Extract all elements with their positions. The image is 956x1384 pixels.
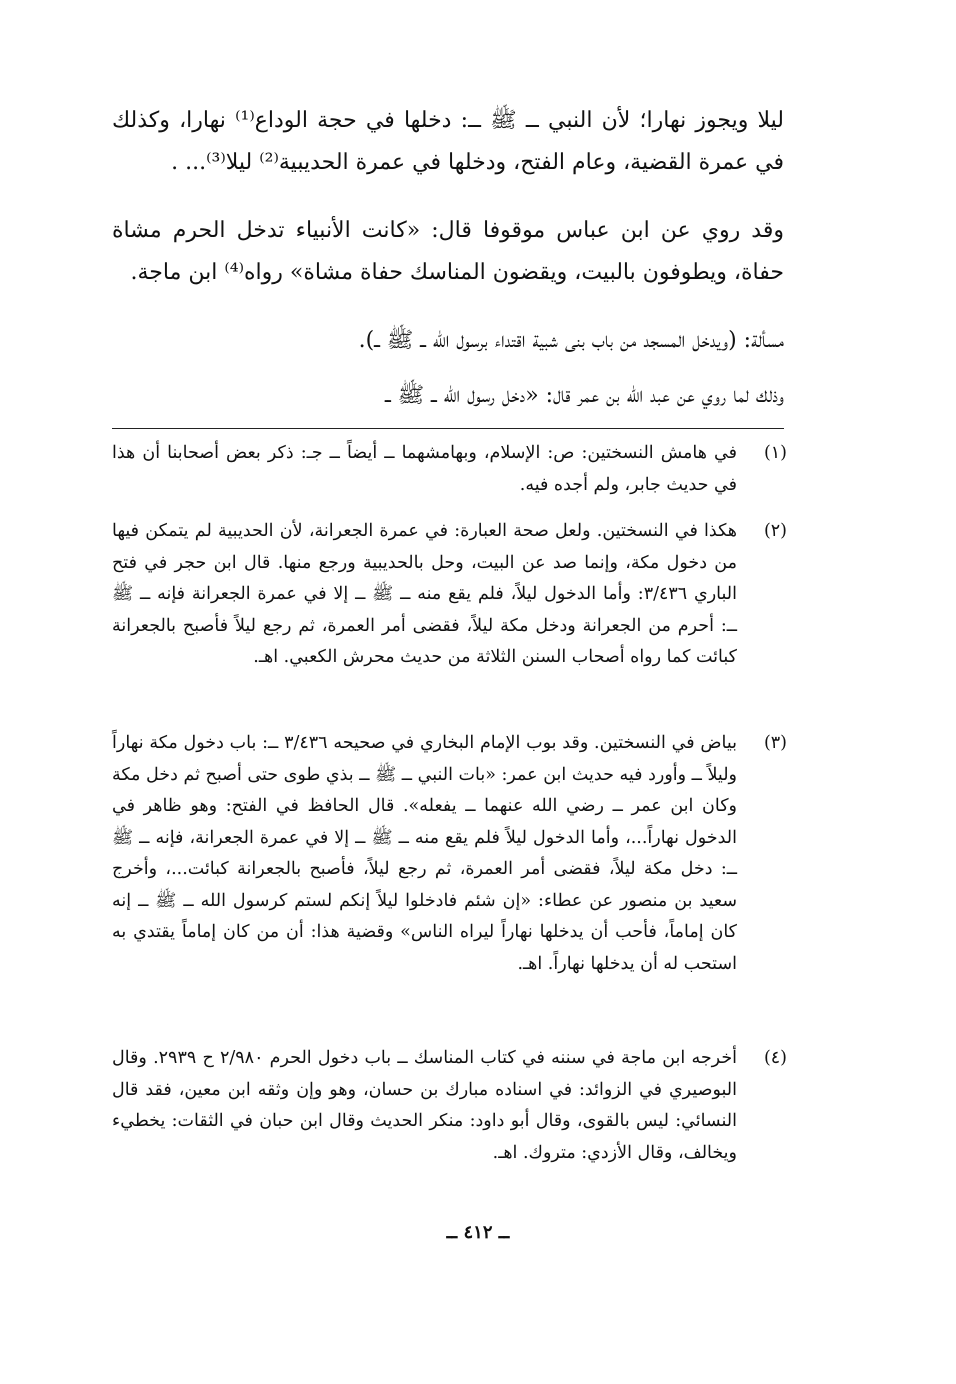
footnote-text: في هامش النسختين: ص: الإسلام، وبهامشهما ــ أيضاً ــ جـ: ذكر بعض أصحابنا أن هذا في حديث جابر، ولم أجده فيه. bbox=[112, 443, 737, 495]
footnote-separator bbox=[112, 428, 784, 429]
footnote-2 bbox=[112, 516, 787, 674]
main-paragraph-3: مسألة: (ويدخل المسجد من باب بنى شبية اقتداء برسول الله ــ ﷺ ــ). bbox=[358, 328, 784, 353]
main-paragraph-1: ليلا ويجوز نهارا؛ لأن النبي ــ ﷺ ــ: دخلها في حجة الوداع⁽¹⁾ نهارا، وكذلك في عمرة القضية، وعام الفتح، ودخلها في عمرة الحديبية⁽²⁾ ليلا⁽³⁾... . bbox=[112, 108, 784, 175]
footnote-1 bbox=[112, 438, 787, 501]
footnote-text: أخرجه ابن ماجة في سننه في كتاب المناسك ــ باب دخول الحرم ٢/٩٨٠ ح ٢٩٣٩. وقال البوصيري في الزوائد: في اسناده مبارك بن حسان، وهو وإن وثقه ابن معين، فقد قال النسائي: ليس بالقوى، وقال أبو داود: منكر الحديث وقال ابن حبان في الثقات: يخطيء ويخالف، وقال الأزدي: متروك. اهـ. bbox=[112, 1048, 737, 1163]
page-number: ــ ٤١٢ ــ bbox=[446, 1222, 510, 1243]
footnote-number: (٣) bbox=[763, 733, 787, 753]
footnote-text: بياض في النسختين. وقد بوب الإمام البخاري في صحيحه ٣/٤٣٦ ــ: باب دخول مكة نهاراً وليلاً ــ وأورد فيه حديث ابن عمر: «بات النبي ــ ﷺ ــ بذي طوى حتى أصبح ثم دخل مكة وكان ابن عمر ــ رضي الله عنهما ــ يفعله». قال الحافظ في الفتح: وهو ظاهر في الدخول نهاراً...، وأما الدخول ليلاً فلم يقع منه ــ ﷺ ــ إلا في عمرة الجعرانة، فإنه ــ ﷺ ــ: دخل مكة ليلاً، فقضى أمر العمرة، ثم رجع ليلاً، فأصبح بالجعرانة كبائت...، وأخرج سعيد بن منصور عن عطاء: «إن شئم فادخلوا ليلاً إنكم لستم كرسول الله ــ ﷺ ــ إنه كان إماماً، فأحب أن يدخلها نهاراً ليراه الناس» وقضية هذا: أن من كان إماماً يقتدي به استحب له أن يدخلها نهاراً. اهـ. bbox=[112, 733, 738, 974]
footnote-number: (٢) bbox=[763, 521, 787, 541]
footnote-3 bbox=[112, 728, 787, 980]
main-paragraph-4: وذلك لما روي عن عبد الله بن عمر قال: «دخل رسول الله ــ ﷺ ــ bbox=[385, 383, 784, 408]
footnote-number: (٤) bbox=[763, 1048, 787, 1068]
footnote-number: (١) bbox=[763, 443, 787, 463]
footnote-text: هكذا في النسختين. ولعل صحة العبارة: في عمرة الجعرانة، لأن الحديبية لم يتمكن فيها من دخول مكة، وإنما صد عن البيت، وحل بالحديبية ورجع منها. قال ابن حجر في فتح الباري ٣/٤٣٦: وأما الدخول ليلاً، فلم يقع منه ــ ﷺ ــ إلا في عمرة الجعرانة فإنه ــ ﷺ ــ: أحرم من الجعرانة ودخل مكة ليلاً، فقضى أمر العمرة، ثم رجع ليلاً فأصبح بالجعرانة كبائت كما رواه أصحاب السنن الثلاثة من حديث محرش الكعبي. اهـ. bbox=[112, 521, 737, 667]
footnote-4 bbox=[112, 1043, 787, 1169]
main-paragraph-2: وقد روي عن ابن عباس موقوفا قال: «كانت الأنبياء تدخل الحرم مشاة حفاة، ويطوفون بالبيت، ويقضون المناسك حفاة مشاة» رواه⁽⁴⁾ ابن ماجة. bbox=[112, 218, 784, 285]
